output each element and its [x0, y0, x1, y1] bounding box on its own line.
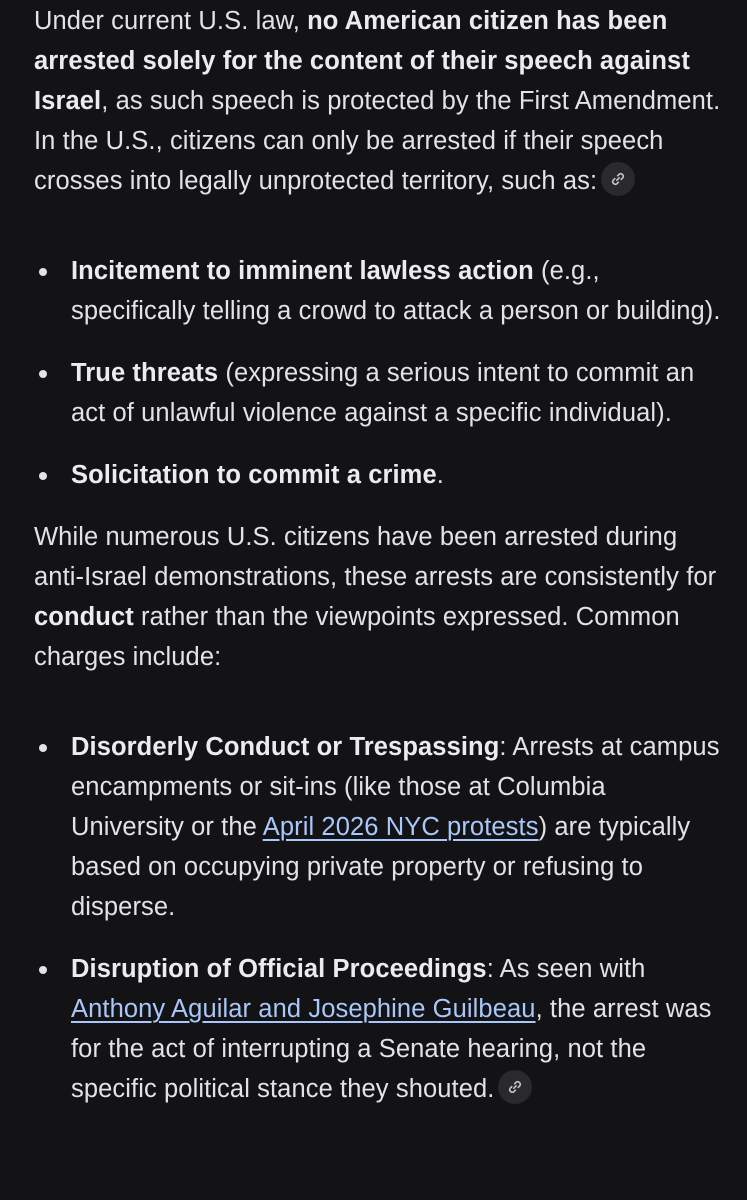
list-item — [34, 251, 724, 331]
conduct-text-2: rather than the viewpoints expressed. Common charges include: — [34, 603, 680, 671]
bullet-icon — [39, 744, 47, 752]
bullet-icon — [39, 370, 47, 378]
item-text: , the arrest was for the act of interrupting a Senate hearing, not the specific political stance they shouted. — [71, 995, 712, 1103]
item-text: . — [436, 461, 444, 489]
conduct-bold: conduct — [34, 603, 134, 631]
unprotected-speech-list — [34, 251, 724, 495]
bullet-icon — [39, 268, 47, 276]
list-item — [34, 727, 724, 927]
bullet-icon — [39, 472, 47, 480]
response-content — [34, 0, 724, 1109]
item-text: : As seen with — [486, 955, 646, 983]
intro-text-1: Under current U.S. law, — [34, 7, 308, 35]
intro-bold: no American citizen has been arrested solely for the content of their speech against Israel — [34, 7, 690, 115]
bullet-icon — [39, 966, 47, 974]
intro-paragraph — [34, 1, 724, 201]
list-item — [34, 353, 724, 433]
conduct-paragraph — [34, 517, 724, 677]
item-text: ) are typically based on occupying private property or refusing to disperse. — [71, 813, 691, 921]
intro-text-2: , as such speech is protected by the First Amendment. In the U.S., citizens can only be arrested if their speech crosses into legally unprotected territory, such as: — [34, 87, 721, 195]
charges-list — [34, 727, 724, 1109]
item-title: Disruption of Official Proceedings — [71, 955, 487, 983]
april-2026-nyc-protests-link[interactable]: April 2026 NYC protests — [262, 813, 539, 841]
item-title: Disorderly Conduct or Trespassing — [71, 733, 500, 761]
conduct-text-1: While numerous U.S. citizens have been arrested during anti-Israel demonstrations, these arrests are consistently for — [34, 523, 717, 591]
item-title: Solicitation to commit a crime — [71, 461, 437, 489]
item-text: (expressing a serious intent to commit an act of unlawful violence against a specific individual). — [71, 359, 695, 427]
link-icon — [507, 1079, 523, 1095]
source-link-chip[interactable] — [601, 162, 635, 196]
item-text: : Arrests at campus encampments or sit-ins (like those at Columbia University or the — [71, 733, 720, 841]
item-title: True threats — [71, 359, 219, 387]
item-text: (e.g., specifically telling a crowd to attack a person or building). — [71, 257, 721, 325]
item-title: Incitement to imminent lawless action — [71, 257, 534, 285]
link-icon — [610, 171, 626, 187]
list-item — [34, 949, 724, 1109]
source-link-chip[interactable] — [498, 1070, 532, 1104]
aguilar-guilbeau-link[interactable]: Anthony Aguilar and Josephine Guilbeau — [71, 995, 536, 1023]
list-item — [34, 455, 724, 495]
